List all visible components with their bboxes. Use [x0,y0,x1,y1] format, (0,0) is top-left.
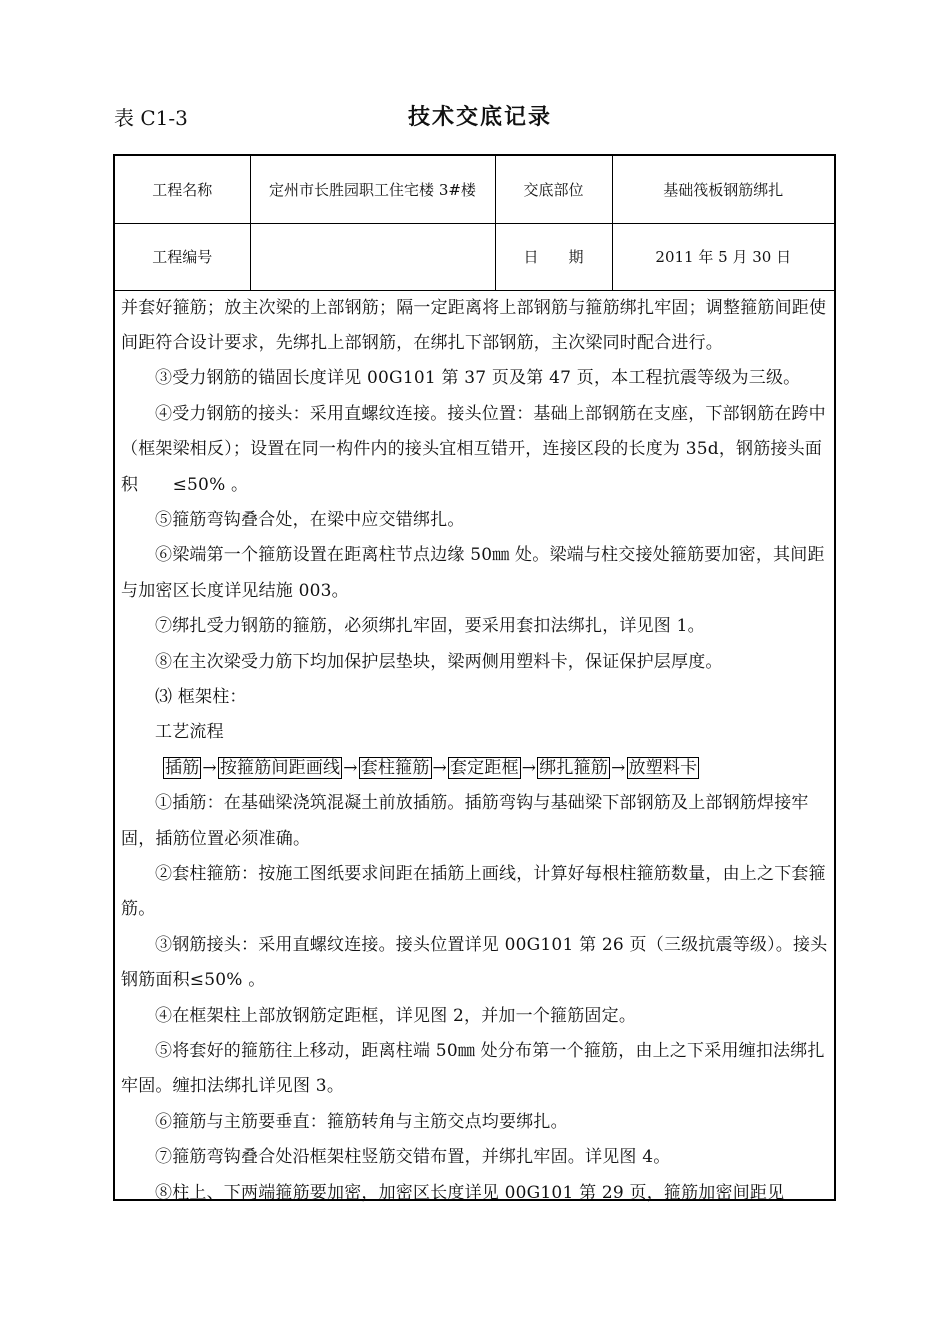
project-no-value [250,223,495,290]
paragraph: ⑤将套好的箍筋往上移动，距离柱端 50㎜ 处分布第一个箍筋，由上之下采用缠扣法绑扎牢固。缠扣法绑扎详见图 3。 [121,1041,825,1097]
flow-step: 套定距框 [449,757,519,778]
flow-step: 插筋 [165,757,200,778]
paragraph: ①插筋：在基础梁浇筑混凝土前放插筋。插筋弯钩与基础梁下部钢筋及上部钢筋焊接牢固，插筋位置必须准确。 [121,793,809,849]
paragraph: ②套柱箍筋：按施工图纸要求间距在插筋上画线，计算好每根柱箍筋数量，由上之下套箍筋。 [121,864,826,920]
project-no-label: 工程编号 [115,223,250,290]
arrow-icon: → [521,757,537,778]
flow-step: 按箍筋间距画线 [219,757,341,778]
paragraph: ③钢筋接头：采用直螺纹连接。接头位置详见 00G101 第 26 页（三级抗震等级）。接头钢筋面积≤50% 。 [121,934,828,991]
body-text [115,291,834,1212]
flow-step: 绑扎箍筋 [539,757,609,778]
paragraph: ⑦绑扎受力钢筋的箍筋，必须绑扎牢固，要采用套扣法绑扎，详见图 1。 [155,616,705,637]
flow-heading: 工艺流程 [155,722,224,743]
record-frame [113,154,836,1201]
paragraph: ⑥梁端第一个箍筋设置在距离柱节点边缘 50㎜ 处。梁端与柱交接处箍筋要加密，其间距与加密区长度详见结施 003。 [121,545,825,601]
flow-step: 放塑料卡 [628,757,698,778]
section-heading: ⑶ 框架柱： [155,686,247,707]
header-table [115,156,834,291]
project-name-label: 工程名称 [115,156,250,223]
paragraph: ④受力钢筋的接头：采用直螺纹连接。接头位置：基础上部钢筋在支座，下部钢筋在跨中（框架梁相反）；设置在同一构件内的接头宜相互错开，连接区段的长度为 35d，钢筋接头面积 ≤50% 。 [121,403,826,495]
arrow-icon: → [432,757,447,778]
process-flow [121,751,828,786]
date-value: 2011 年 5 月 30 日 [612,223,834,290]
project-name-value: 定州市长胜园职工住宅楼 3#楼 [250,156,495,223]
location-value: 基础筏板钢筋绑扎 [612,156,834,223]
paragraph: 并套好箍筋；放主次梁的上部钢筋；隔一定距离将上部钢筋与箍筋绑扎牢固；调整箍筋间距使间距符合设计要求，先绑扎上部钢筋，在绑扎下部钢筋，主次梁同时配合进行。 [121,297,827,353]
paragraph: ③受力钢筋的锚固长度详见 00G101 第 37 页及第 47 页，本工程抗震等级为三级。 [155,368,801,389]
arrow-icon: → [202,757,217,778]
paragraph: ④在框架柱上部放钢筋定距框，详见图 2，并加一个箍筋固定。 [155,1005,637,1026]
location-label: 交底部位 [495,156,612,223]
document-title: 技术交底记录 [408,104,553,130]
date-label: 日 期 [495,223,612,290]
paragraph: ⑧柱上、下两端箍筋要加密，加密区长度详见 00G101 第 29 页，箍筋加密间距见 [155,1182,785,1203]
paragraph: ⑧在主次梁受力筋下均加保护层垫块，梁两侧用塑料卡，保证保护层厚度。 [155,651,723,672]
arrow-icon: → [611,757,626,778]
flow-step: 套柱箍筋 [360,757,430,778]
paragraph: ⑤箍筋弯钩叠合处，在梁中应交错绑扎。 [155,509,465,530]
paragraph: ⑥箍筋与主筋要垂直：箍筋转角与主筋交点均要绑扎。 [155,1111,568,1132]
arrow-icon: → [343,757,358,778]
paragraph: ⑦箍筋弯钩叠合处沿框架柱竖筋交错布置，并绑扎牢固。详见图 4。 [155,1147,671,1168]
form-code: 表 C1-3 [114,106,188,130]
